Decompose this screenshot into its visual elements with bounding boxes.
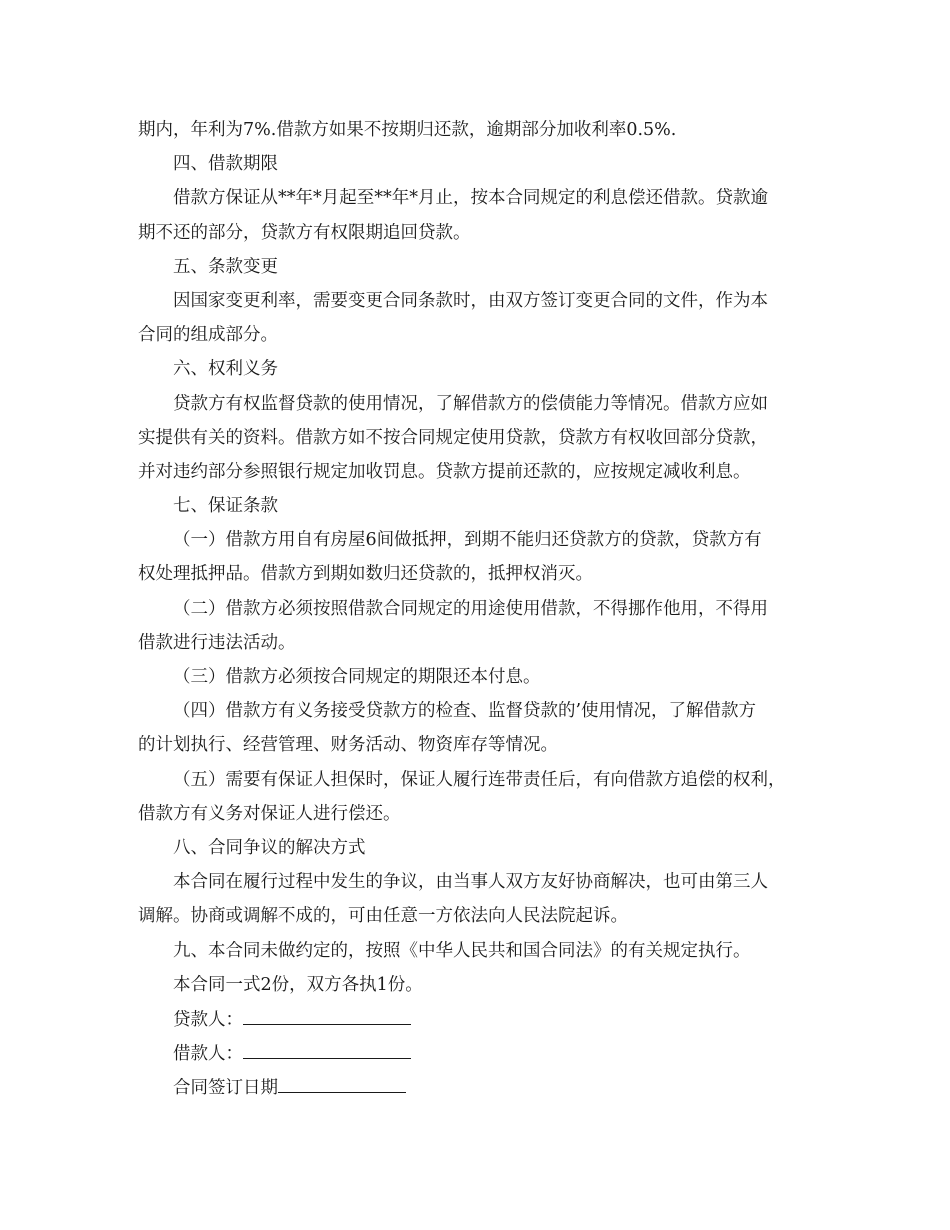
text-line: （五）需要有保证人担保时，保证人履行连带责任后，有向借款方追偿的权利， (173, 769, 786, 790)
text-line: 借款进行违法活动。 (138, 632, 296, 653)
text-line: 实提供有关的资料。借款方如不按合同规定使用贷款，贷款方有权收回部分贷款， (138, 427, 768, 448)
date-label: 合同签订日期 (173, 1078, 278, 1099)
text-line: 本合同在履行过程中发生的争议，由当事人双方友好协商解决，也可由第三人 (173, 872, 768, 893)
section-heading: 六、权利义务 (173, 359, 278, 380)
text-line: （二）借款方必须按照借款合同规定的用途使用借款，不得挪作他用，不得用 (173, 598, 768, 619)
lender-signature-row (138, 1002, 828, 1036)
text-line: 借款方保证从**年*月起至**年*月止，按本合同规定的利息偿还借款。贷款逾 (173, 188, 768, 209)
borrower-signature-row (138, 1036, 828, 1070)
text-line: 本合同一式2份，双方各执1份。 (173, 974, 423, 995)
text-line: 并对违约部分参照银行规定加收罚息。贷款方提前还款的，应按规定减收利息。 (138, 461, 751, 482)
text-line: 贷款方有权监督贷款的使用情况，了解借款方的偿债能力等情况。借款方应如 (173, 393, 768, 414)
date-field[interactable] (278, 1070, 406, 1093)
text-line: （三）借款方必须按合同规定的期限还本付息。 (173, 667, 541, 687)
section-heading: 八、合同争议的解决方式 (173, 837, 366, 858)
lender-signature-field[interactable] (243, 1002, 411, 1025)
section-heading: 五、条款变更 (173, 256, 278, 277)
text-line: 合同的组成部分。 (138, 325, 278, 346)
text-line: 期内，年利为7%.借款方如果不按期归还款，逾期部分加收利率0.5%. (138, 120, 677, 140)
text-line: 的计划执行、经营管理、财务活动、物资库存等情况。 (138, 735, 558, 756)
text-line: 调解。协商或调解不成的，可由任意一方依法向人民法院起诉。 (138, 906, 628, 927)
text-line: （四）借款方有义务接受贷款方的检查、监督贷款的’使用情况，了解借款方 (173, 701, 757, 722)
borrower-label: 借款人： (173, 1044, 243, 1065)
text-line: 权处理抵押品。借款方到期如数归还贷款的，抵押权消灭。 (138, 564, 593, 585)
text-line: 因国家变更利率，需要变更合同条款时，由双方签订变更合同的文件，作为本 (173, 290, 768, 311)
section-heading: 九、本合同未做约定的，按照《中华人民共和国合同法》的有关规定执行。 (173, 940, 751, 961)
text-line: 期不还的部分，贷款方有权限期追回贷款。 (138, 222, 471, 243)
section-heading: 七、保证条款 (173, 496, 278, 517)
section-heading: 四、借款期限 (173, 154, 278, 175)
date-signature-row (138, 1070, 828, 1104)
contract-body (138, 113, 828, 1104)
text-line: 借款方有义务对保证人进行偿还。 (138, 803, 401, 824)
lender-label: 贷款人： (173, 1009, 243, 1030)
borrower-signature-field[interactable] (243, 1036, 411, 1059)
text-line: （一）借款方用自有房屋6间做抵押，到期不能归还贷款方的贷款，贷款方有 (173, 530, 762, 551)
